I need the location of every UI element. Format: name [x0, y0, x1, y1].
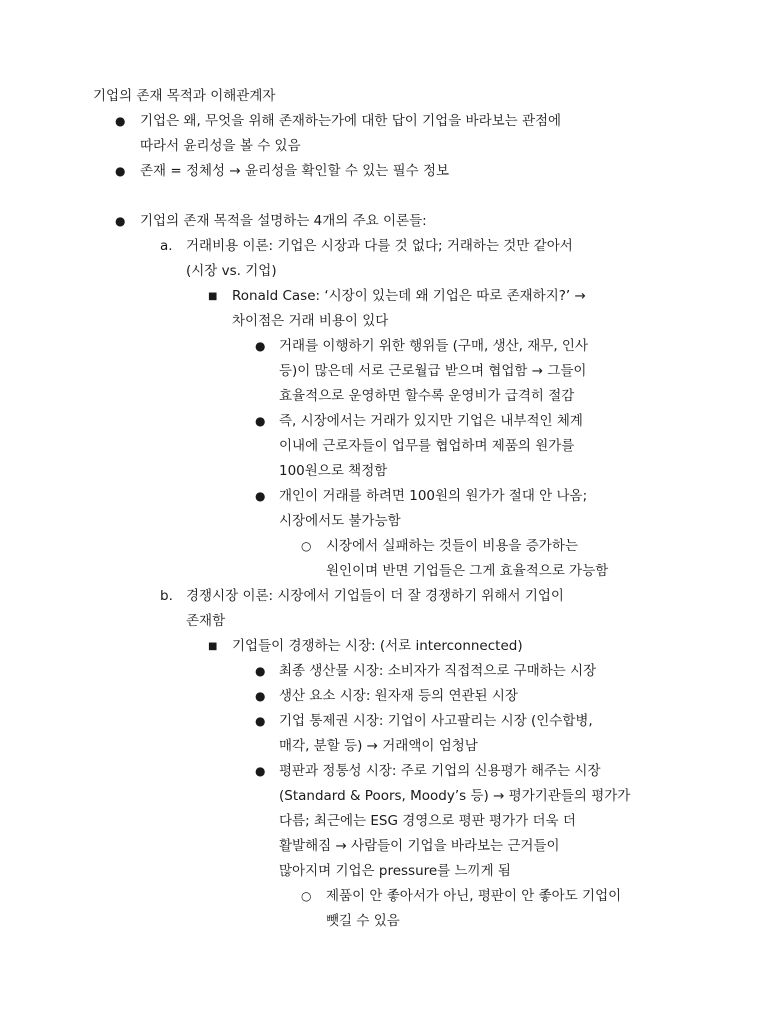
- list-item-text: 제품이 안 좋아서가 아닌, 평판이 안 좋아도 기업이: [326, 888, 622, 904]
- list-item-text: 즉, 시장에서는 거래가 있지만 기업은 내부적인 체계: [279, 413, 583, 429]
- bullet-icon: ●: [255, 689, 266, 703]
- document-title: 기업의 존재 목적과 이해관계자: [93, 88, 276, 104]
- list-item-text: 거래비용 이론: 기업은 시장과 다를 것 없다; 거래하는 것만 같아서: [186, 238, 573, 254]
- list-item-text: 등)이 많은데 서로 근로월급 받으며 협업함 → 그들이: [279, 363, 587, 379]
- list-letter-marker: b.: [160, 588, 173, 604]
- bullet-icon: ●: [255, 764, 266, 778]
- list-item-text: 다름; 최근에는 ESG 경영으로 평판 평가가 더욱 더: [279, 813, 576, 829]
- list-item-text: 최종 생산물 시장: 소비자가 직접적으로 구매하는 시장: [279, 663, 597, 679]
- bullet-icon: ○: [301, 889, 312, 903]
- list-item-text: 평판과 정통성 시장: 주로 기업의 신용평가 해주는 시장: [279, 763, 601, 779]
- list-item-text: 많아지며 기업은 pressure를 느끼게 됨: [279, 863, 511, 879]
- list-item-text: 기업들이 경쟁하는 시장: (서로 interconnected): [232, 638, 523, 654]
- bullet-icon: ■: [208, 641, 218, 652]
- list-item-text: 원인이며 반면 기업들은 그게 효율적으로 가능함: [326, 563, 609, 579]
- bullet-icon: ●: [115, 214, 126, 228]
- list-item-text: 경쟁시장 이론: 시장에서 기업들이 더 잘 경쟁하기 위해서 기업이: [186, 588, 564, 604]
- bullet-icon: ●: [115, 114, 126, 128]
- bullet-icon: ●: [255, 489, 266, 503]
- bullet-icon: ●: [255, 414, 266, 428]
- list-item-text: Ronald Case: ‘시장이 있는데 왜 기업은 따로 존재하지?’ →: [232, 288, 586, 304]
- list-item-text: 100원으로 책정함: [279, 463, 388, 479]
- bullet-icon: ●: [255, 339, 266, 353]
- list-item-text: 이내에 근로자들이 업무를 협업하며 제품의 원가를: [279, 438, 575, 454]
- list-item-text: (시장 vs. 기업): [186, 263, 277, 279]
- list-item-text: 효율적으로 운영하면 할수록 운영비가 급격히 절감: [279, 388, 575, 404]
- bullet-icon: ●: [255, 664, 266, 678]
- list-item-text: 기업의 존재 목적을 설명하는 4개의 주요 이론들:: [140, 213, 427, 229]
- bullet-icon: ●: [115, 164, 126, 178]
- list-item-text: 시장에서도 불가능함: [279, 513, 401, 529]
- list-item-text: 개인이 거래를 하려면 100원의 원가가 절대 안 나옴;: [279, 488, 588, 504]
- list-item-text: (Standard & Poors, Moody’s 등) → 평가기관들의 평가가: [279, 788, 631, 804]
- list-item-text: 매각, 분할 등) → 거래액이 엄청남: [279, 738, 478, 754]
- bullet-icon: ○: [301, 539, 312, 553]
- list-item-text: 기업 통제권 시장: 기업이 사고팔리는 시장 (인수합병,: [279, 713, 593, 729]
- bullet-icon: ●: [255, 714, 266, 728]
- list-item-text: 뺏길 수 있음: [326, 913, 400, 929]
- list-item-text: 활발해짐 → 사람들이 기업을 바라보는 근거들이: [279, 838, 560, 854]
- list-item-text: 존재함: [186, 613, 226, 629]
- list-item-text: 거래를 이행하기 위한 행위들 (구매, 생산, 재무, 인사: [279, 338, 588, 354]
- bullet-icon: ■: [208, 291, 218, 302]
- list-letter-marker: a.: [160, 238, 173, 254]
- list-item-text: 따라서 윤리성을 볼 수 있음: [140, 138, 301, 154]
- list-item-text: 시장에서 실패하는 것들이 비용을 증가하는: [326, 538, 578, 554]
- list-item-text: 생산 요소 시장: 원자재 등의 연관된 시장: [279, 688, 518, 704]
- list-item-text: 기업은 왜, 무엇을 위해 존재하는가에 대한 답이 기업을 바라보는 관점에: [140, 113, 562, 129]
- list-item-text: 존재 = 정체성 → 윤리성을 확인할 수 있는 필수 정보: [140, 163, 450, 179]
- list-item-text: 차이점은 거래 비용이 있다: [232, 313, 389, 329]
